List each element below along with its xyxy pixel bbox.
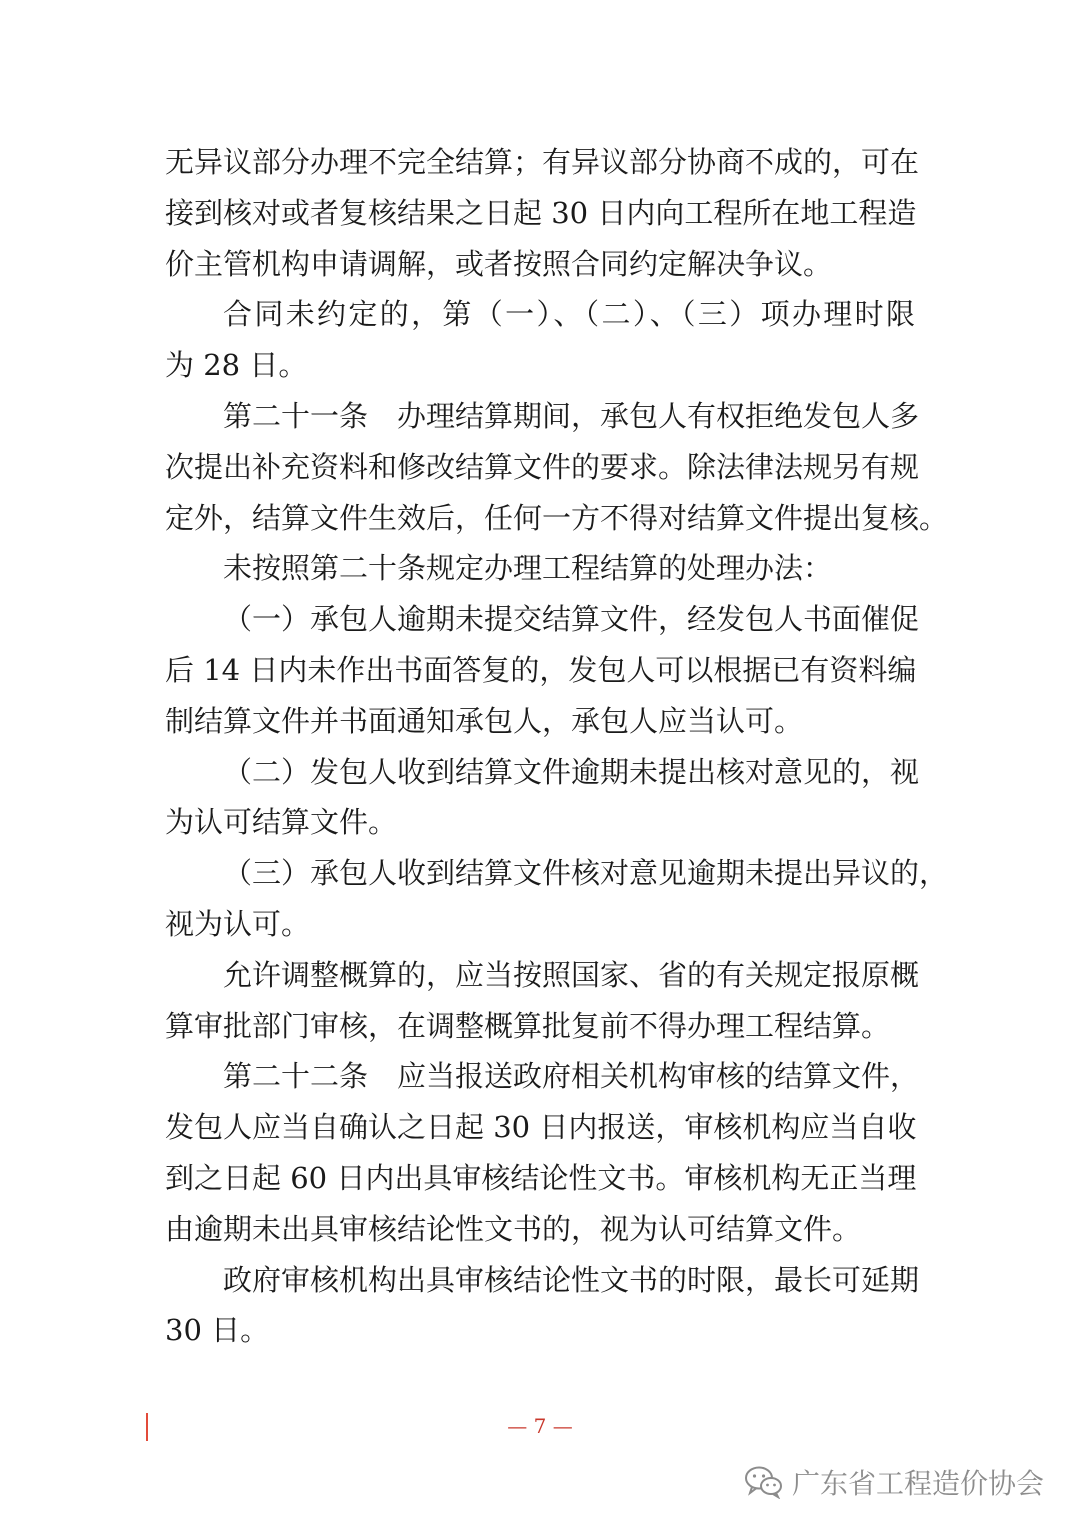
text-line: 视为认可。 <box>165 906 311 941</box>
text-line: 发包人应当自确认之日起 30 日内报送，审核机构应当自收 <box>165 1110 917 1145</box>
text-line: 算审批部门审核，在调整概算批复前不得办理工程结算。 <box>165 1008 891 1043</box>
text-line: 合同未约定的，第（一）、（二）、（三）项办理时限 <box>223 297 915 332</box>
watermark-text: 广东省工程造价协会 <box>791 1467 1044 1500</box>
text-line: 未按照第二十条规定办理工程结算的处理办法： <box>223 551 833 586</box>
text-line: 接到核对或者复核结果之日起 30 日内向工程所在地工程造 <box>165 195 917 230</box>
text-line: 后 14 日内未作出书面答复的，发包人可以根据已有资料编 <box>165 652 917 687</box>
document-body <box>165 137 949 1356</box>
list-item-3: （三）承包人收到结算文件核对意见逾期未提出异议的， <box>223 856 949 891</box>
text-line: 次提出补充资料和修改结算文件的要求。除法律法规另有规 <box>165 449 920 484</box>
watermark <box>744 1462 1044 1502</box>
text-line: 为认可结算文件。 <box>165 805 398 840</box>
text-line: 定外，结算文件生效后，任何一方不得对结算文件提出复核。 <box>165 500 949 535</box>
wechat-icon <box>744 1465 784 1499</box>
text-line: 价主管机构申请调解，或者按照合同约定解决争议。 <box>165 246 833 281</box>
text-line: 无异议部分办理不完全结算；有异议部分协商不成的，可在 <box>165 145 920 179</box>
page-number: — 7 — <box>507 1414 573 1438</box>
text-line: 政府审核机构出具审核结论性文书的时限，最长可延期 <box>223 1262 920 1297</box>
article-22-line: 第二十二条 应当报送政府相关机构审核的结算文件， <box>223 1059 920 1094</box>
article-21-line: 第二十一条 办理结算期间，承包人有权拒绝发包人多 <box>223 398 920 433</box>
text-line: 制结算文件并书面通知承包人，承包人应当认可。 <box>165 703 804 738</box>
text-line: 由逾期未出具审核结论性文书的，视为认可结算文件。 <box>165 1211 862 1246</box>
text-line: 为 28 日。 <box>165 348 308 383</box>
text-line: 允许调整概算的，应当按照国家、省的有关规定报原概 <box>223 957 920 992</box>
list-item-1: （一）承包人逾期未提交结算文件，经发包人书面催促 <box>223 602 920 637</box>
list-item-2: （二）发包人收到结算文件逾期未提出核对意见的，视 <box>223 754 920 789</box>
text-line: 30 日。 <box>165 1313 270 1348</box>
text-line: 到之日起 60 日内出具审核结论性文书。审核机构无正当理 <box>165 1160 917 1195</box>
